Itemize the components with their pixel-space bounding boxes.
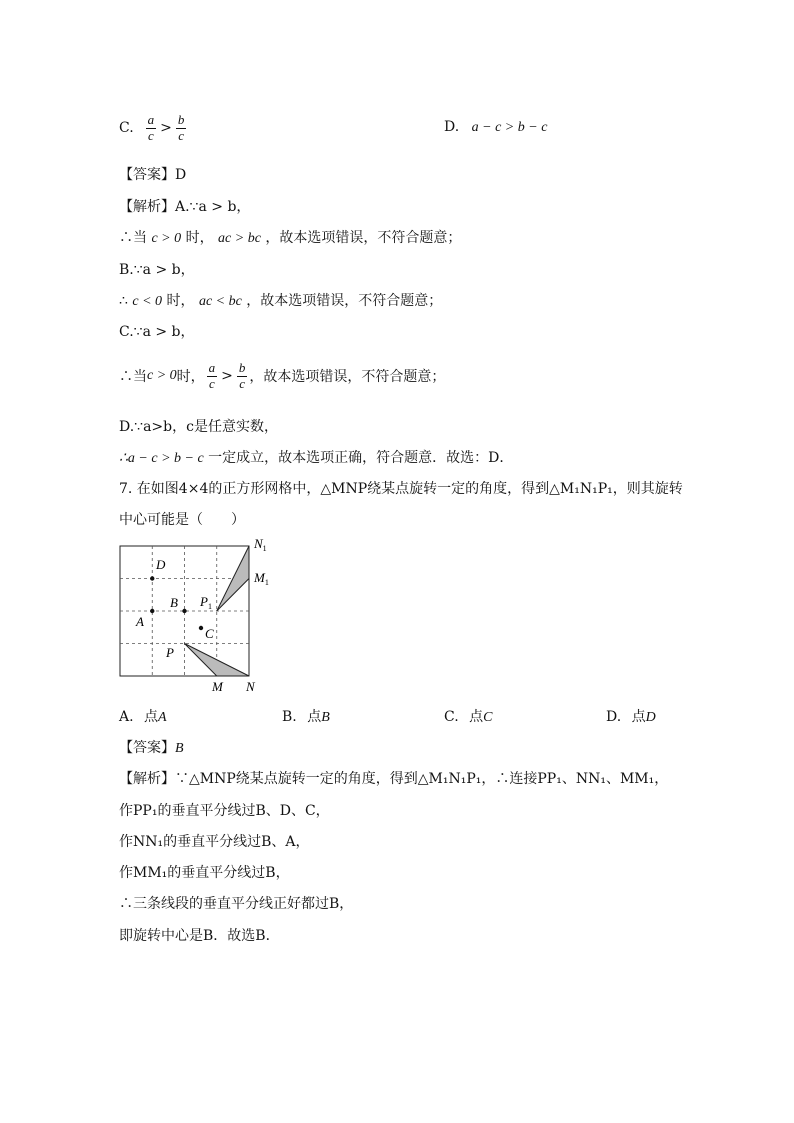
analysis-line-c2: ∴当 c > 0 时， $\frac{a}{c}$ > $\frac{b}{c}$ ，故本选项错误，不符合题意； [119,359,446,391]
point-a [150,609,154,613]
point-d [150,576,154,580]
label-d: D [156,557,166,572]
question-7-stem-line1: 7. 在如图4×4的正方形网格中，△MNP绕某点旋转一定的角度，得到△M₁N₁P₁，则其旋转 [119,481,683,497]
point-b [182,609,186,613]
label-n1: $N_1$ [254,536,267,553]
analysis-2-line3: 作NN₁的垂直平分线过B、A， [119,834,310,850]
analysis-2-line1: 【解析】∵△MNP绕某点旋转一定的角度，得到△M₁N₁P₁，∴连接PP₁、NN₁、MM₁， [119,771,669,787]
rotation-grid-figure [110,536,290,696]
question-7-stem-line2: 中心可能是（ ） [119,512,245,528]
option-d: D. 点D [606,709,656,725]
option-d-prev: D. a − c > b − c [444,119,548,135]
point-c [199,626,203,630]
option-letter: C. [119,120,134,136]
label-a: A [136,614,144,629]
label-p1: $P_1$ [200,594,212,611]
label-m: M [212,679,223,694]
option-b: B. 点B [282,709,330,725]
analysis-2-line4: 作MM₁的垂直平分线过B， [119,865,290,881]
analysis-line-a: 【解析】A.∵a > b， [119,199,251,215]
answer-label: 【答案】D [119,167,187,183]
analysis-line-b2: ∴ c < 0 时， ac < bc ，故本选项错误，不符合题意； [119,293,443,309]
analysis-2-line6: 即旋转中心是B．故选B． [119,928,280,944]
analysis-2-line2: 作PP₁的垂直平分线过B、D、C， [119,803,330,819]
label-m1: $M_1$ [254,570,269,587]
analysis-line-d2: ∴a − c > b − c 一定成立，故本选项正确，符合题意．故选：D． [119,450,514,466]
label-p: P [166,645,174,660]
triangle-m1n1p1 [217,546,249,611]
analysis-line-d: D.∵a>b，c是任意实数， [119,419,278,435]
fraction-b-over-c: $\frac{b}{c}$ [177,111,185,143]
option-c-prev: C. $\frac{a}{c}$ > $\frac{b}{c}$ [119,111,185,143]
answer-2: 【答案】B [119,740,184,756]
option-c: C. 点C [444,709,493,725]
option-a: A. 点A [119,709,167,725]
analysis-line-a2: ∴当 c > 0 时， ac > bc ，故本选项错误，不符合题意； [119,230,462,246]
label-b: B [170,595,178,610]
fraction-b-over-c-analysis: $\frac{b}{c}$ [238,359,246,391]
analysis-line-c: C.∵a > b， [119,324,195,340]
analysis-2-line5: ∴三条线段的垂直平分线正好都过B， [119,896,354,912]
fraction-a-over-c: $\frac{a}{c}$ [147,111,155,143]
label-c: C [205,626,214,641]
fraction-a-over-c-analysis: $\frac{a}{c}$ [208,359,216,391]
analysis-line-b: B.∵a > b， [119,262,195,278]
label-n: N [246,679,255,694]
